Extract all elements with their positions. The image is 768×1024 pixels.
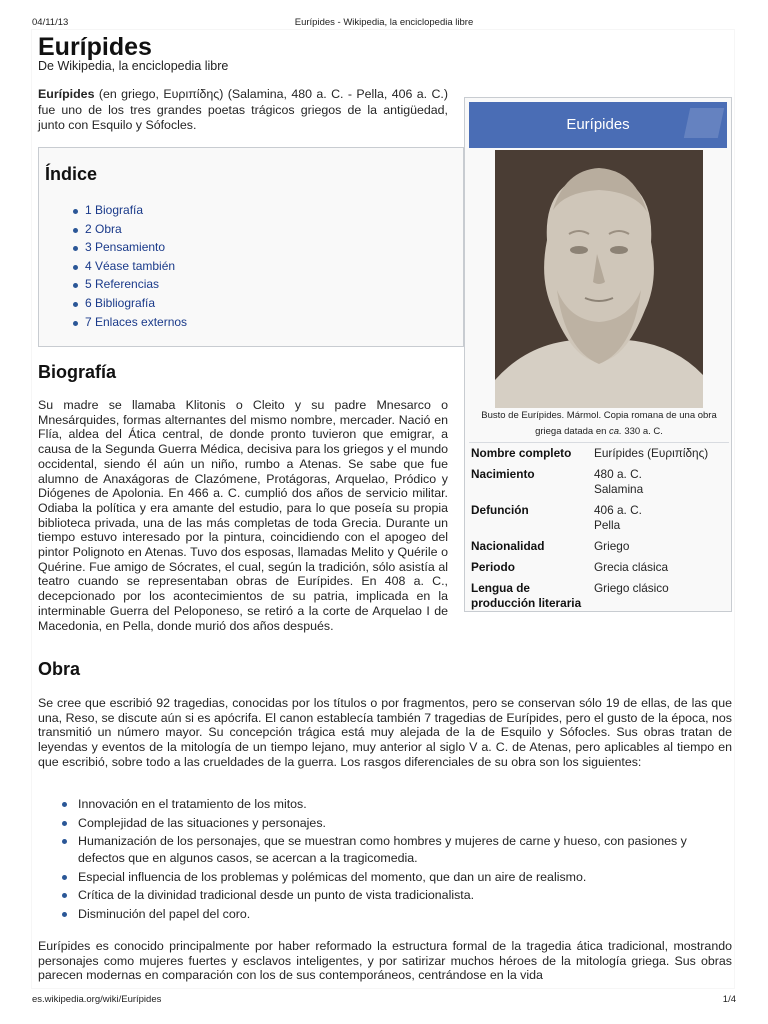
list-item: Crítica de la divinidad tradicional desde un punto de vista tradicionalista. xyxy=(62,887,702,904)
infobox-value: 480 a. C. Salamina xyxy=(594,467,644,496)
infobox-row xyxy=(469,536,729,557)
intro-paragraph xyxy=(38,87,448,134)
bust-illustration xyxy=(495,150,703,408)
toc-list xyxy=(73,201,187,331)
toc-item-biografia[interactable]: 1 Biografía xyxy=(73,201,187,220)
list-item: Humanización de los personajes, que se muestran como hombres y mujeres de carne y hueso, con pasiones y defectos que en algunos casos, se acercan a la tragicomedia. xyxy=(62,833,702,867)
page-subtitle: De Wikipedia, la enciclopedia libre xyxy=(38,59,229,73)
list-item: Especial influencia de los problemas y polémicas del momento, que dan un aire de realismo. xyxy=(62,869,702,886)
obra-paragraph: Se cree que escribió 92 tragedias, conocidas por los títulos o por fragmentos, pero se conservan sólo 19 de ellas, de las que una, Reso, se discute aún si es apócrifa. El canon establecía también 7 tragedias de Eurípides, pero el gusto de la época, nos transmitió un número mayor. Su concepción trágica está muy alejada de la de Esquilo y Sófocles. Sus obras tratan de leyendas y eventos de la mitología de un tiempo lejano, muy anterior al siglo V a. C. de Atenas, pero aplicables al tiempo en que escribió, sobre todo a las crueldades de la guerra. Los rasgos diferenciales de su obra son los siguientes: xyxy=(38,696,732,769)
infobox-row xyxy=(469,443,729,465)
infobox-row xyxy=(469,500,729,536)
infobox-header-title: Eurípides xyxy=(566,116,630,133)
toc-item-vease-tambien[interactable]: 4 Véase también xyxy=(73,257,187,276)
infobox-key: Periodo xyxy=(471,560,515,574)
infobox-row xyxy=(469,557,729,578)
infobox-value: 406 a. C. Pella xyxy=(594,503,642,532)
print-page-number: 1/4 xyxy=(722,994,736,1005)
intro-bold-title: Eurípides xyxy=(38,87,95,101)
table-of-contents xyxy=(38,147,464,347)
section-heading-obra: Obra xyxy=(38,659,81,679)
infobox-row xyxy=(469,464,729,500)
infobox xyxy=(464,97,732,612)
infobox-row xyxy=(469,578,729,614)
infobox-caption xyxy=(471,408,727,440)
infobox-key: Lengua de producción literaria xyxy=(471,581,582,610)
closing-paragraph: Eurípides es conocido principalmente por haber reformado la estructura formal de la tragedia ática tradicional, mostrando personajes como mujeres fuertes y esclavos inteligentes, y por satirizar muchos héroes de la mitología griega. Sus obras parecen modernas en comparación con los de sus contemporáneos, centrándose en la vida xyxy=(38,939,732,983)
intro-text: (en griego, Ευριπίδης) (Salamina, 480 a. C. - Pella, 406 a. C.) fue uno de los tres grandes poetas trágicos griegos de la antigüedad, junto con Esquilo y Sófocles. xyxy=(38,87,448,133)
toc-item-bibliografia[interactable]: 6 Bibliografía xyxy=(73,294,187,313)
print-url: es.wikipedia.org/wiki/Eurípides xyxy=(32,994,162,1005)
caption-date: 330 a. C. xyxy=(621,426,663,437)
infobox-key: Defunción xyxy=(471,503,529,517)
caption-circa: ca. xyxy=(609,426,622,437)
page-title: Eurípides xyxy=(38,33,152,61)
print-doc-title: Eurípides - Wikipedia, la enciclopedia libre xyxy=(294,17,474,28)
infobox-key: Nombre completo xyxy=(469,443,592,465)
biografia-paragraph: Su madre se llamaba Klitonis o Cleito y su padre Mnesarco o Mnesárquides, formas alternantes del mismo nombre, mercader. Nació en Flía, aldea del Ática central, de donde pronto tuvieron que emigrar, a causa de la Segunda Guerra Médica, decisiva para los griegos y el mundo occidental, siendo él aún un niño, rumbo a Atenas. Se sabe que fue alumno de Anaxágoras de Clazómene, Protágoras, Arquelao, Pródico y Diógenes de Apolonia. En 466 a. C. cumplió dos años de servicio militar. Odiaba la política y era amante del estudio, para lo que poseía su propia biblioteca privada, una de las más completas de toda Grecia. Durante un tiempo estuvo interesado por la pintura, coincidiendo con el apogeo del pintor Polignoto en Atenas. Tuvo dos esposas, llamadas Melito y Quérile o Quérine. Fue amigo de Sócrates, el cual, según la tradición, sólo asistía al teatro cuando se representaban obras de Eurípides. En 408 a. C., decepcionado por los acontecimientos de su patria, implicada en la interminable Guerra del Peloponeso, se retiró a la corte de Arquelao I de Macedonia, en Pella, donde murió dos años después. xyxy=(38,398,448,633)
infobox-header xyxy=(469,102,727,148)
infobox-key: Nacimiento xyxy=(471,467,535,481)
infobox-value: Griego xyxy=(594,539,630,553)
toc-item-enlaces-externos[interactable]: 7 Enlaces externos xyxy=(73,313,187,332)
section-heading-biografia: Biografía xyxy=(38,362,117,382)
bust-image[interactable] xyxy=(495,150,703,408)
infobox-key: Nacionalidad xyxy=(471,539,545,553)
infobox-value: Griego clásico xyxy=(594,581,669,595)
list-item: Disminución del papel del coro. xyxy=(62,906,702,923)
toc-item-obra[interactable]: 2 Obra xyxy=(73,220,187,239)
infobox-value: Eurípides (Ευριπίδης) xyxy=(592,443,729,465)
print-header xyxy=(32,17,736,31)
print-date: 04/11/13 xyxy=(32,17,69,28)
header-watermark-icon xyxy=(684,108,724,138)
infobox-value: Grecia clásica xyxy=(594,560,669,574)
toc-title: Índice xyxy=(45,164,98,184)
obra-features-list xyxy=(62,796,702,924)
list-item: Complejidad de las situaciones y personajes. xyxy=(62,815,702,832)
toc-item-pensamiento[interactable]: 3 Pensamiento xyxy=(73,238,187,257)
caption-text: Busto de Eurípides. Mármol. Copia romana de una obra griega datada en xyxy=(481,410,717,437)
toc-item-referencias[interactable]: 5 Referencias xyxy=(73,275,187,294)
infobox-table xyxy=(469,442,729,614)
article-page xyxy=(32,30,734,988)
list-item: Innovación en el tratamiento de los mitos. xyxy=(62,796,702,813)
